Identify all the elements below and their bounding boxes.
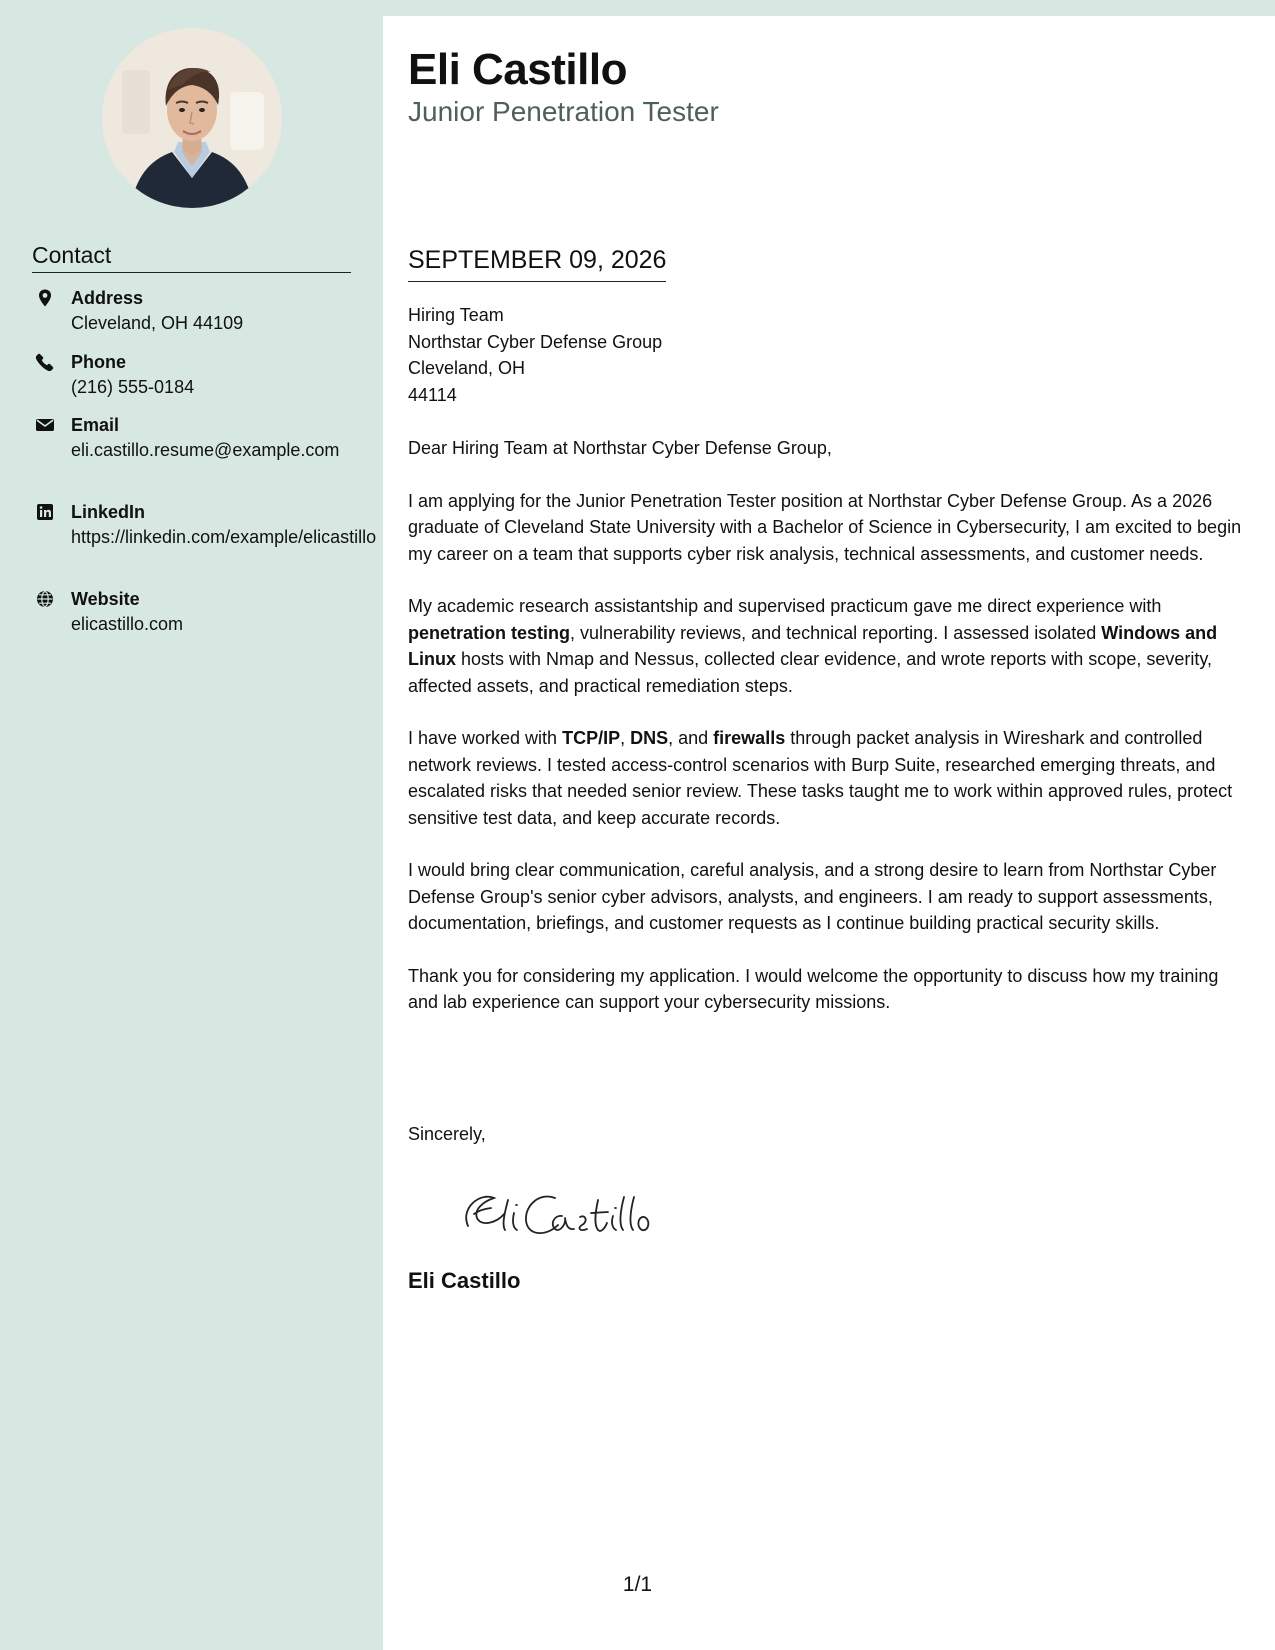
recipient-line: Northstar Cyber Defense Group: [408, 331, 663, 352]
recipient-line: Cleveland, OH: [408, 358, 526, 378]
page-number: 1/1: [622, 1573, 653, 1596]
phone-icon: [35, 352, 55, 372]
envelope-icon: [35, 415, 55, 435]
linkedin-label: LinkedIn: [71, 502, 146, 522]
closing: Sincerely,: [408, 1124, 486, 1144]
body-paragraph: [408, 857, 1253, 937]
linkedin-icon: [35, 502, 55, 522]
body-paragraph: [408, 488, 1253, 568]
website-label: Website: [71, 589, 140, 609]
recipient-line: 44114: [408, 384, 457, 405]
paragraph-text: I am applying for the Junior Penetration Tester position at Northstar Cyber Defense Group. As a 2026 graduate of Cleveland State University with a Bachelor of Science in Cybersecurity, I am excited to begin my career on a team that supports cyber risk analysis, technical assessments, and customer needs.: [408, 490, 1242, 564]
salutation: Dear Hiring Team at Northstar Cyber Defense Group,: [408, 438, 832, 458]
recipient-line: Hiring Team: [408, 305, 504, 325]
emphasis-text: penetration testing: [408, 622, 571, 643]
map-pin-icon: [35, 288, 55, 308]
paragraph-text: ,: [620, 728, 631, 748]
paragraph-text: , and: [668, 728, 714, 748]
phone-value: (216) 555-0184: [71, 377, 195, 397]
emphasis-text: Windows and Linux: [408, 622, 1218, 669]
job-title: Junior Penetration Tester: [408, 96, 719, 127]
phone-label: Phone: [71, 352, 127, 372]
candidate-name: Eli Castillo: [408, 45, 627, 94]
top-accent-strip: [383, 0, 1275, 16]
paragraph-text: I would bring clear communication, careful analysis, and a strong desire to learn from Northstar Cyber Defense Group's senior cyber advisors, analysts, and engineers. I am ready to support assessments, documentation, briefings, and customer requests as I continue building practical security skills.: [408, 860, 1217, 933]
emphasis-text: DNS: [630, 728, 669, 748]
paragraph-text: hosts with Nmap and Nessus, collected clear evidence, and wrote reports with scope, severity, affected assets, and practical remediation steps.: [408, 649, 1213, 696]
avatar: [102, 28, 282, 208]
handwritten-signature: [450, 1180, 670, 1250]
contact-heading: Contact: [32, 240, 351, 273]
emphasis-text: firewalls: [713, 728, 786, 748]
body-paragraph: [408, 593, 1253, 699]
recipient-block: [408, 302, 1238, 408]
paragraph-text: , vulnerability reviews, and technical reporting. I assessed isolated: [570, 622, 1102, 643]
paragraph-text: Thank you for considering my application. I would welcome the opportunity to discuss how my training and lab experience can support your cybersecurity missions.: [408, 965, 1219, 1012]
letter-body: [408, 435, 1253, 1042]
website-value: elicastillo.com: [71, 614, 184, 634]
paragraph-text: My academic research assistantship and supervised practicum gave me direct experience with: [408, 596, 1162, 616]
signer-name: Eli Castillo: [408, 1268, 521, 1293]
body-paragraph: [408, 725, 1253, 831]
paragraph-text: through packet analysis in Wireshark and controlled network reviews. I tested access-control scenarios with Burp Suite, researched emerging threats, and escalated risks that needed senior review. These tasks taught me to work within approved rules, protect sensitive test data, and keep accurate records.: [408, 728, 1233, 828]
paragraph-text: I have worked with: [408, 728, 563, 748]
body-paragraph: [408, 963, 1253, 1016]
email-label: Email: [71, 415, 120, 435]
globe-icon: [35, 589, 55, 609]
linkedin-value: https://linkedin.com/example/elicastillo: [71, 527, 377, 547]
emphasis-text: TCP/IP: [562, 728, 621, 748]
email-value: eli.castillo.resume@example.com: [71, 440, 340, 460]
address-label: Address: [71, 288, 144, 308]
letter-date: SEPTEMBER 09, 2026: [408, 243, 666, 282]
address-value: Cleveland, OH 44109: [71, 313, 244, 333]
